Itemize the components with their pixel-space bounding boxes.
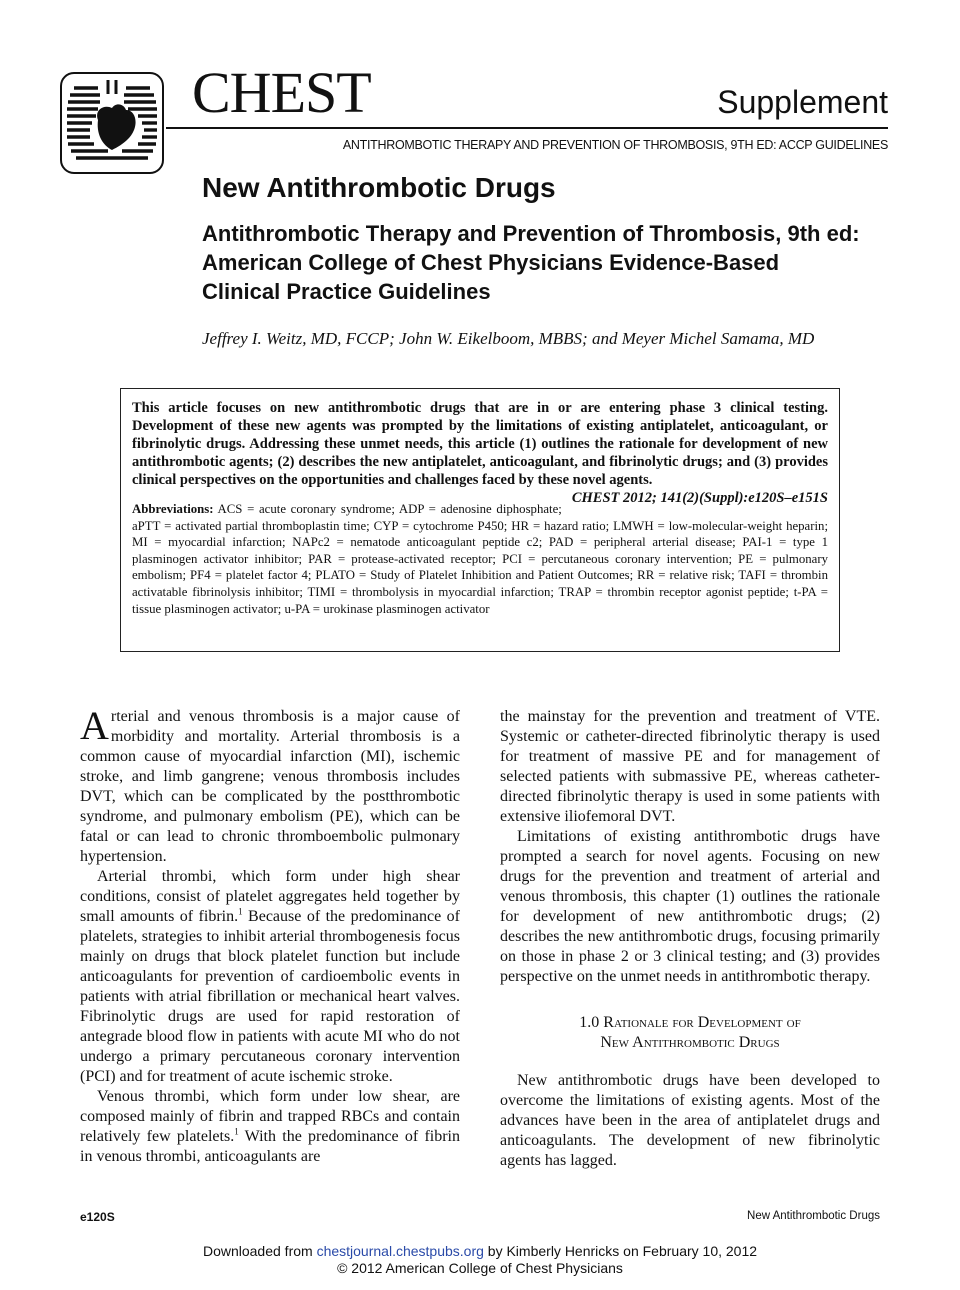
abstract-text: This article focuses on new antithrombotic drugs that are in or are entering phase 3 clinical testing. Development of these new agents was prompted by the limitations of existing antiplatelet, anticoagulant, or fibrinolytic drugs. Addressing these unmet needs, this article (1) outlines the rationale for development of new antithrombotic agents; (2) describes the new antiplatelet, anticoagulant, and fibrinolytic drugs; and (3) provides clinical perspectives on the opportunities and challenges faced by these novel agents. <box>132 400 828 488</box>
abbreviations-label: Abbreviations: <box>132 502 214 516</box>
paragraph <box>80 867 460 1087</box>
body-column-right <box>500 707 880 1171</box>
abstract-box <box>120 388 840 652</box>
reference-link[interactable]: 1 <box>238 906 243 917</box>
abstract <box>132 399 828 506</box>
paragraph <box>80 1087 460 1167</box>
abbreviations-text: ACS = acute coronary syndrome; ADP = adenosine diphosphate; aPTT = activated partial thromboplastin time; CYP = cytochrome P450; HR = hazard ratio; LMWH = low-molecular-weight heparin; MI = myocardial infarction; NAPc2 = nematode anticoagulant peptide c2; PAD = peripheral arterial disease; PAI-1 = type 1 plasminogen activator inhibitor; PAR = protease-activated receptor; PCI = percutaneous coronary intervention; PE = pulmonary embolism; PF4 = platelet factor 4; PLATO = Study of Platelet Inhibition and Patient Outcomes; RR = relative risk; TAFI = thrombin activatable fibrinolysis inhibitor; TIMI = thrombolysis in myocardial infarction; TRAP = thrombin receptor agonist peptide; t-PA = tissue plasminogen activator; u-PA = urokinase plasminogen activator <box>132 502 828 616</box>
paragraph-text: Venous thrombi, which form under low shear, are composed mainly of fibrin and trapped RBCs and contain relatively few platelets. <box>80 1088 460 1145</box>
citation: CHEST 2012; 141(2)(Suppl):e120S–e151S <box>571 490 828 506</box>
lungs-heart-icon <box>62 74 162 172</box>
paragraph <box>80 703 460 867</box>
header-rule <box>166 127 888 129</box>
article-authors: Jeffrey I. Weitz, MD, FCCP; John W. Eikelboom, MBBS; and Meyer Michel Samama, MD <box>202 329 815 348</box>
article-title: New Antithrombotic Drugs <box>202 172 556 203</box>
paragraph: Limitations of existing antithrombotic drugs have prompted a search for novel agents. Focusing on new drugs for the prevention and treatment of arterial and venous thrombosis, this chapter (1) outlines the rationale for development of new antithrombotic drugs; (2) describes the new antithrombotic drugs, focusing primarily on those in phase 2 or 3 clinical testing; and (3) provides perspective on the unmet needs in antithrombotic therapy. <box>500 828 880 985</box>
running-title: New Antithrombotic Drugs <box>747 1210 880 1222</box>
section-heading-line: 1.0 Rationale for Development of <box>579 1014 801 1031</box>
supplement-label: Supplement <box>717 84 888 120</box>
download-text: Downloaded from <box>202 1243 317 1259</box>
paragraph: the mainstay for the prevention and treatment of VTE. Systemic or catheter-directed fibrinolytic therapy is used for treatment of massive PE and for management of selected patients with submassive PE, whereas catheter-directed fibrinolytic therapy is used in some patients with extensive iliofemoral DVT. <box>500 708 880 825</box>
page-number: e120S <box>80 1210 115 1224</box>
chest-logo-icon <box>60 72 164 174</box>
abbreviations <box>132 501 828 617</box>
paragraph-text: Arterial thrombi, which form under high shear conditions, consist of platelet aggregates held together by small amounts of fibrin. <box>80 868 460 925</box>
journal-name: CHEST <box>192 60 371 125</box>
reference-link[interactable]: 1 <box>234 1126 239 1137</box>
section-heading-line: New Antithrombotic Drugs <box>600 1034 780 1051</box>
section-heading <box>500 1013 880 1053</box>
paragraph-text: Because of the predominance of platelets, strategies to inhibit arterial thrombogenesis focus mainly on drugs that block platelet function but include anticoagulants for prevention of cardioembolic events in patients with atrial fibrillation or mechanical heart valves. Fibrinolytic drugs are used for rapid restoration of antegrade blood flow in patients with acute MI who do not undergo a primary percutaneous coronary intervention (PCI) and for treatment of acute ischemic stroke. <box>80 908 460 1085</box>
series-title: ANTITHROMBOTIC THERAPY AND PREVENTION OF THROMBOSIS, 9TH ED: ACCP GUIDELINES <box>342 138 888 152</box>
download-line <box>0 1243 960 1260</box>
paragraph: New antithrombotic drugs have been developed to overcome the limitations of existing agents. Most of the advances have been in the area of antiplatelet drugs and anticoagulants. The development of new fibrinolytic agents has lagged. <box>500 1072 880 1169</box>
paragraph-text: rterial and venous thrombosis is a major cause of morbidity and mortality. Arterial thrombosis is a common cause of myocardial infarction (MI), ischemic stroke, and limb gangrene; venous thrombosis includes DVT, which can be complicated by the postthrombotic syndrome, and pulmonary embolism (PE), which can be fatal or can lead to chronic thromboembolic pulmonary hypertension. <box>80 708 460 865</box>
body-column-left <box>80 703 461 1167</box>
drop-cap: A <box>80 703 109 748</box>
download-footer <box>0 1243 960 1277</box>
copyright: © 2012 American College of Chest Physicians <box>337 1260 623 1276</box>
download-text: by Kimberly Henricks on February 10, 2012 <box>483 1243 758 1259</box>
paragraph-text: With the predominance of fibrin in venous thrombi, anticoagulants are <box>80 1128 461 1165</box>
journal-link[interactable]: chestjournal.chestpubs.org <box>316 1243 484 1259</box>
article-subtitle: Antithrombotic Therapy and Prevention of Thrombosis, 9th ed: American College of Chest Physicians Evidence-Based Clinical Practice Guidelines <box>202 221 860 304</box>
